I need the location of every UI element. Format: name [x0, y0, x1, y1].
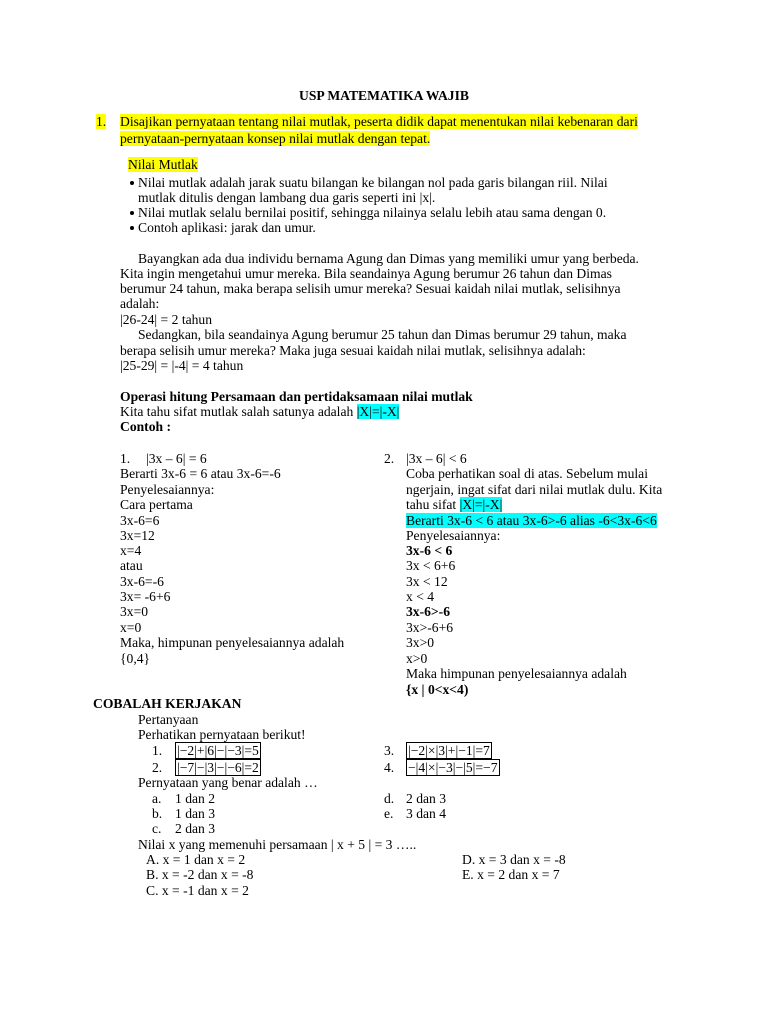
ex2-line: Coba perhatikan soal di atas. Sebelum mulai — [406, 466, 648, 481]
ex2-line: x < 4 — [406, 589, 435, 604]
statement-4-number: 4. — [384, 760, 395, 775]
ex1-line: x=4 — [120, 543, 142, 558]
contoh-label: Contoh : — [120, 419, 171, 434]
option-a-letter: a. — [152, 791, 162, 806]
ex1-equation: |3x – 6| = 6 — [146, 451, 207, 466]
ex2-line: Penyelesaiannya: — [406, 528, 501, 543]
statement-1-number: 1. — [152, 743, 163, 758]
option-e: 3 dan 4 — [406, 806, 447, 821]
pertanyaan-label: Pertanyaan — [138, 712, 199, 727]
bullet-1: Nilai mutlak adalah jarak suatu bilangan ke bilangan nol pada garis bilangan riil. Nilai — [130, 175, 608, 191]
ex1-line: Berarti 3x-6 = 6 atau 3x-6=-6 — [120, 466, 281, 481]
ex1-line: 3x-6=6 — [120, 513, 160, 528]
ex2-line: Maka himpunan penyelesaiannya adalah — [406, 666, 627, 681]
ex2-number: 2. — [384, 451, 395, 466]
statement-2: |−7|−|3|−|−6|=2 — [177, 760, 259, 775]
q2-option-d: D. x = 3 dan x = -8 — [462, 852, 566, 867]
q2-option-c: C. x = -1 dan x = 2 — [146, 883, 249, 898]
ex1-line: 3x= -6+6 — [120, 589, 171, 604]
ex1-line: 3x=12 — [120, 528, 155, 543]
story-p2-line3: |25-29| = |-4| = 4 tahun — [120, 358, 244, 373]
operasi-heading: Operasi hitung Persamaan dan pertidaksamaan nilai mutlak — [120, 389, 473, 404]
ex1-line: x=0 — [120, 620, 142, 635]
ex2-line: 3x>0 — [406, 635, 435, 650]
option-e-letter: e. — [384, 806, 394, 821]
operasi-line: Kita tahu sifat mutlak salah satunya adalah |X|=|-X| — [120, 404, 400, 419]
cobalah-heading: COBALAH KERJAKAN — [93, 696, 242, 711]
story-p1-line1: Bayangkan ada dua individu bernama Agung dan Dimas yang memiliki umur yang berbeda. — [138, 251, 639, 266]
option-b-letter: b. — [152, 806, 163, 821]
statement-3: |−2|×|3|+|−1|=7 — [408, 743, 490, 758]
bullet-icon — [130, 181, 134, 185]
option-a: 1 dan 2 — [175, 791, 216, 806]
q1-number: 1. — [96, 114, 107, 129]
story-p1-line2: Kita ingin mengetahui umur mereka. Bila seandainya Agung berumur 26 tahun dan Dimas — [120, 266, 612, 281]
story-p2-line1: Sedangkan, bila seandainya Agung berumur 25 tahun dan Dimas berumur 29 tahun, maka — [138, 327, 627, 342]
bullet-icon — [130, 211, 134, 215]
option-c: 2 dan 3 — [175, 821, 216, 836]
story-p1-line4: adalah: — [120, 296, 160, 311]
ex1-line: 3x=0 — [120, 604, 149, 619]
statement-2-number: 2. — [152, 760, 163, 775]
bullet-icon — [130, 226, 134, 230]
ex1-line: Cara pertama — [120, 497, 193, 512]
statement-4: −|4|×|−3|−|5|=−7 — [408, 760, 498, 775]
ex1-number: 1. — [120, 451, 131, 466]
story-p2-line2: berapa selisih umur mereka? Maka juga sesuai kaidah nilai mutlak, selisihnya adalah: — [120, 343, 586, 358]
bullet-3: Contoh aplikasi: jarak dan umur. — [130, 220, 316, 236]
ex2-line: tahu sifat |X|=|-X| — [406, 497, 503, 512]
ex2-line: Berarti 3x-6 < 6 atau 3x-6>-6 alias -6<3x-6<6 — [406, 513, 657, 528]
q2-option-b: B. x = -2 dan x = -8 — [146, 867, 254, 882]
statement-1: |−2|+|6|−|−3|=5 — [177, 743, 259, 758]
benar-label: Pernyataan yang benar adalah … — [138, 775, 318, 790]
ex2-line: 3x-6>-6 — [406, 604, 450, 619]
ex1-line: 3x-6=-6 — [120, 574, 164, 589]
ex1-line: Penyelesaiannya: — [120, 482, 215, 497]
story-p1-line5: |26-24| = 2 tahun — [120, 312, 213, 327]
ex2-line: 3x-6 < 6 — [406, 543, 453, 558]
ex2-equation: |3x – 6| < 6 — [406, 451, 467, 466]
document-title: USP MATEMATIKA WAJIB — [299, 88, 469, 103]
q1-text-line1: Disajikan pernyataan tentang nilai mutlak, peserta didik dapat menentukan nilai kebenaran dari — [120, 114, 638, 129]
ex2-line: ngerjain, ingat sifat dari nilai mutlak dulu. Kita — [406, 482, 663, 497]
question-2: Nilai x yang memenuhi persamaan | x + 5 | = 3 ….. — [138, 837, 417, 852]
ex2-line: {x | 0<x<4) — [406, 682, 469, 697]
ex2-line: 3x>-6+6 — [406, 620, 454, 635]
ex2-line: 3x < 6+6 — [406, 558, 456, 573]
ex1-line: {0,4} — [120, 651, 151, 666]
bullet-2: Nilai mutlak selalu bernilai positif, sehingga nilainya selalu lebih atau sama dengan 0. — [130, 205, 606, 221]
ex1-line: Maka, himpunan penyelesaiannya adalah — [120, 635, 345, 650]
perhatikan-label: Perhatikan pernyataan berikut! — [138, 727, 306, 742]
ex2-line: 3x < 12 — [406, 574, 448, 589]
q2-option-a: A. x = 1 dan x = 2 — [146, 852, 246, 867]
ex2-line: x>0 — [406, 651, 428, 666]
statement-3-number: 3. — [384, 743, 395, 758]
q1-text-line2: pernyataan-pernyataan konsep nilai mutlak dengan tepat. — [120, 131, 431, 146]
bullet-1-cont: mutlak ditulis dengan lambang dua garis seperti ini |x|. — [138, 190, 436, 205]
q2-option-e: E. x = 2 dan x = 7 — [462, 867, 560, 882]
option-b: 1 dan 3 — [175, 806, 216, 821]
option-d-letter: d. — [384, 791, 395, 806]
option-d: 2 dan 3 — [406, 791, 447, 806]
nilai-mutlak-heading: Nilai Mutlak — [128, 157, 198, 172]
story-p1-line3: berumur 24 tahun, maka berapa selisih umur mereka? Sesuai kaidah nilai mutlak, selisihnya — [120, 281, 621, 296]
option-c-letter: c. — [152, 821, 162, 836]
ex1-line: atau — [120, 558, 143, 573]
